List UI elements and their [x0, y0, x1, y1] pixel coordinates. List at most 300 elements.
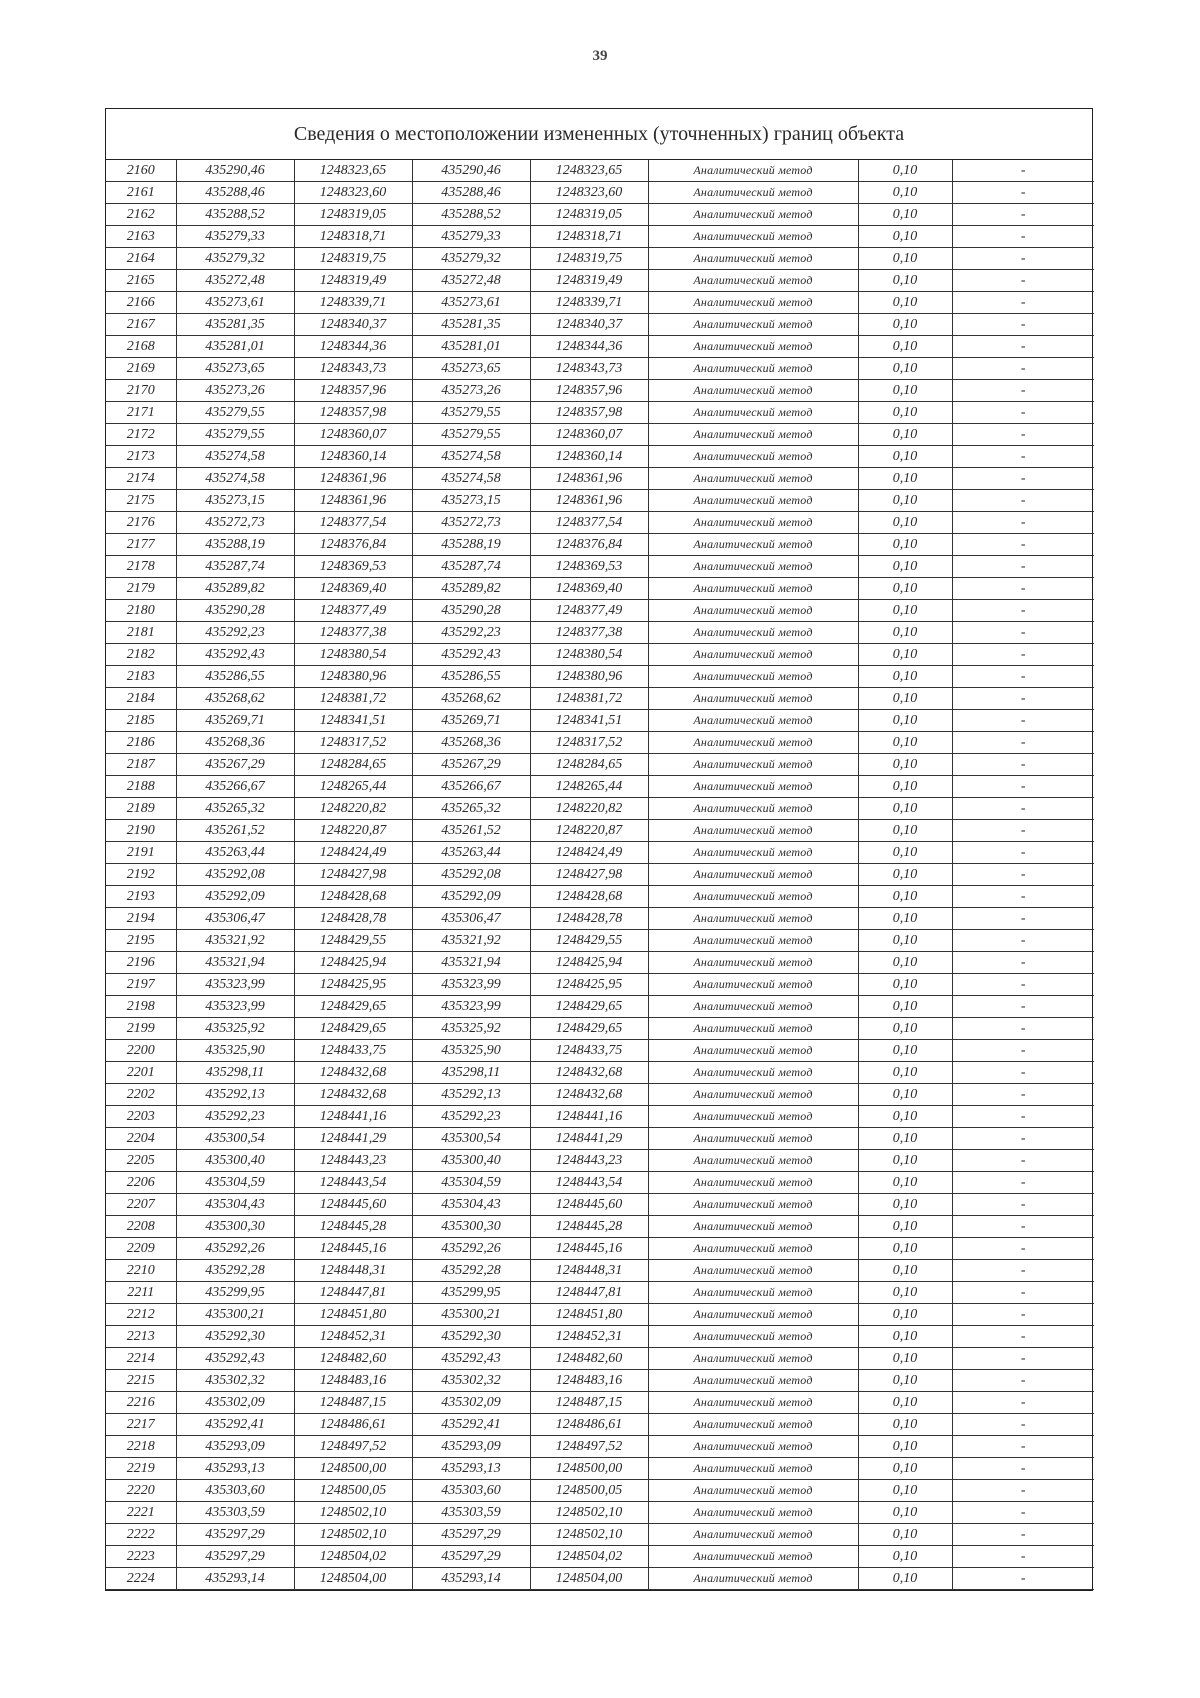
accuracy-cell: 0,10: [858, 908, 952, 930]
refined-y-cell: 1248504,02: [530, 1546, 648, 1568]
description-cell: -: [952, 908, 1094, 930]
point-number-cell: 2171: [106, 402, 176, 424]
existing-y-cell: 1248376,84: [294, 534, 412, 556]
table-row: [106, 160, 1094, 182]
point-number-cell: 2224: [106, 1568, 176, 1590]
method-cell: Аналитический метод: [648, 292, 858, 314]
table-row: [106, 1392, 1094, 1414]
point-number-cell: 2184: [106, 688, 176, 710]
point-number-cell: 2206: [106, 1172, 176, 1194]
description-cell: -: [952, 578, 1094, 600]
table-row: [106, 754, 1094, 776]
refined-x-cell: 435272,48: [412, 270, 530, 292]
description-cell: -: [952, 402, 1094, 424]
existing-y-cell: 1248377,49: [294, 600, 412, 622]
table-row: [106, 1084, 1094, 1106]
existing-y-cell: 1248429,65: [294, 996, 412, 1018]
point-number-cell: 2209: [106, 1238, 176, 1260]
description-cell: -: [952, 490, 1094, 512]
refined-x-cell: 435298,11: [412, 1062, 530, 1084]
table-row: [106, 776, 1094, 798]
refined-x-cell: 435297,29: [412, 1546, 530, 1568]
refined-x-cell: 435279,55: [412, 402, 530, 424]
table-row: [106, 622, 1094, 644]
table-row: [106, 1546, 1094, 1568]
existing-x-cell: 435323,99: [176, 996, 294, 1018]
refined-y-cell: 1248361,96: [530, 490, 648, 512]
existing-y-cell: 1248428,78: [294, 908, 412, 930]
refined-x-cell: 435263,44: [412, 842, 530, 864]
point-number-cell: 2204: [106, 1128, 176, 1150]
refined-y-cell: 1248425,95: [530, 974, 648, 996]
existing-x-cell: 435269,71: [176, 710, 294, 732]
refined-x-cell: 435261,52: [412, 820, 530, 842]
description-cell: -: [952, 820, 1094, 842]
existing-x-cell: 435279,33: [176, 226, 294, 248]
description-cell: -: [952, 160, 1094, 182]
existing-y-cell: 1248425,95: [294, 974, 412, 996]
method-cell: Аналитический метод: [648, 732, 858, 754]
refined-x-cell: 435300,54: [412, 1128, 530, 1150]
existing-x-cell: 435299,95: [176, 1282, 294, 1304]
point-number-cell: 2191: [106, 842, 176, 864]
description-cell: -: [952, 732, 1094, 754]
existing-x-cell: 435302,32: [176, 1370, 294, 1392]
table-row: [106, 1018, 1094, 1040]
refined-x-cell: 435267,29: [412, 754, 530, 776]
point-number-cell: 2196: [106, 952, 176, 974]
description-cell: -: [952, 886, 1094, 908]
existing-y-cell: 1248502,10: [294, 1524, 412, 1546]
method-cell: Аналитический метод: [648, 820, 858, 842]
existing-y-cell: 1248447,81: [294, 1282, 412, 1304]
existing-y-cell: 1248425,94: [294, 952, 412, 974]
accuracy-cell: 0,10: [858, 710, 952, 732]
description-cell: -: [952, 864, 1094, 886]
point-number-cell: 2183: [106, 666, 176, 688]
method-cell: Аналитический метод: [648, 996, 858, 1018]
description-cell: -: [952, 1326, 1094, 1348]
description-cell: -: [952, 204, 1094, 226]
refined-y-cell: 1248360,07: [530, 424, 648, 446]
existing-y-cell: 1248340,37: [294, 314, 412, 336]
method-cell: Аналитический метод: [648, 644, 858, 666]
existing-x-cell: 435292,23: [176, 1106, 294, 1128]
refined-x-cell: 435292,23: [412, 1106, 530, 1128]
existing-x-cell: 435261,52: [176, 820, 294, 842]
existing-x-cell: 435292,23: [176, 622, 294, 644]
accuracy-cell: 0,10: [858, 688, 952, 710]
existing-x-cell: 435306,47: [176, 908, 294, 930]
point-number-cell: 2189: [106, 798, 176, 820]
refined-y-cell: 1248323,65: [530, 160, 648, 182]
accuracy-cell: 0,10: [858, 622, 952, 644]
method-cell: Аналитический метод: [648, 1216, 858, 1238]
method-cell: Аналитический метод: [648, 842, 858, 864]
table-row: [106, 1348, 1094, 1370]
existing-y-cell: 1248443,23: [294, 1150, 412, 1172]
method-cell: Аналитический метод: [648, 1128, 858, 1150]
existing-y-cell: 1248451,80: [294, 1304, 412, 1326]
refined-x-cell: 435268,36: [412, 732, 530, 754]
existing-x-cell: 435279,32: [176, 248, 294, 270]
method-cell: Аналитический метод: [648, 1084, 858, 1106]
method-cell: Аналитический метод: [648, 1304, 858, 1326]
refined-y-cell: 1248447,81: [530, 1282, 648, 1304]
point-number-cell: 2195: [106, 930, 176, 952]
method-cell: Аналитический метод: [648, 886, 858, 908]
table-row: [106, 820, 1094, 842]
refined-y-cell: 1248497,52: [530, 1436, 648, 1458]
description-cell: -: [952, 1370, 1094, 1392]
accuracy-cell: 0,10: [858, 930, 952, 952]
accuracy-cell: 0,10: [858, 490, 952, 512]
refined-y-cell: 1248445,16: [530, 1238, 648, 1260]
existing-y-cell: 1248441,29: [294, 1128, 412, 1150]
accuracy-cell: 0,10: [858, 358, 952, 380]
description-cell: -: [952, 1502, 1094, 1524]
refined-x-cell: 435265,32: [412, 798, 530, 820]
method-cell: Аналитический метод: [648, 248, 858, 270]
point-number-cell: 2198: [106, 996, 176, 1018]
accuracy-cell: 0,10: [858, 380, 952, 402]
description-cell: -: [952, 292, 1094, 314]
existing-y-cell: 1248445,28: [294, 1216, 412, 1238]
accuracy-cell: 0,10: [858, 1480, 952, 1502]
method-cell: Аналитический метод: [648, 1568, 858, 1590]
existing-x-cell: 435287,74: [176, 556, 294, 578]
refined-x-cell: 435292,09: [412, 886, 530, 908]
point-number-cell: 2175: [106, 490, 176, 512]
existing-y-cell: 1248504,02: [294, 1546, 412, 1568]
refined-y-cell: 1248424,49: [530, 842, 648, 864]
table-row: [106, 204, 1094, 226]
refined-y-cell: 1248220,82: [530, 798, 648, 820]
existing-x-cell: 435300,40: [176, 1150, 294, 1172]
refined-y-cell: 1248377,38: [530, 622, 648, 644]
table-row: [106, 336, 1094, 358]
refined-x-cell: 435303,59: [412, 1502, 530, 1524]
refined-x-cell: 435325,90: [412, 1040, 530, 1062]
existing-y-cell: 1248482,60: [294, 1348, 412, 1370]
existing-x-cell: 435293,14: [176, 1568, 294, 1590]
accuracy-cell: 0,10: [858, 1084, 952, 1106]
point-number-cell: 2193: [106, 886, 176, 908]
existing-y-cell: 1248433,75: [294, 1040, 412, 1062]
method-cell: Аналитический метод: [648, 1106, 858, 1128]
accuracy-cell: 0,10: [858, 1018, 952, 1040]
table-row: [106, 1150, 1094, 1172]
point-number-cell: 2192: [106, 864, 176, 886]
existing-y-cell: 1248486,61: [294, 1414, 412, 1436]
description-cell: -: [952, 644, 1094, 666]
existing-y-cell: 1248441,16: [294, 1106, 412, 1128]
existing-y-cell: 1248220,87: [294, 820, 412, 842]
point-number-cell: 2202: [106, 1084, 176, 1106]
point-number-cell: 2218: [106, 1436, 176, 1458]
refined-y-cell: 1248445,60: [530, 1194, 648, 1216]
existing-y-cell: 1248427,98: [294, 864, 412, 886]
description-cell: -: [952, 1216, 1094, 1238]
table-row: [106, 1062, 1094, 1084]
refined-y-cell: 1248380,54: [530, 644, 648, 666]
existing-x-cell: 435288,52: [176, 204, 294, 226]
refined-y-cell: 1248339,71: [530, 292, 648, 314]
accuracy-cell: 0,10: [858, 1194, 952, 1216]
method-cell: Аналитический метод: [648, 776, 858, 798]
refined-x-cell: 435266,67: [412, 776, 530, 798]
refined-y-cell: 1248323,60: [530, 182, 648, 204]
accuracy-cell: 0,10: [858, 974, 952, 996]
existing-x-cell: 435273,61: [176, 292, 294, 314]
description-cell: -: [952, 1040, 1094, 1062]
method-cell: Аналитический метод: [648, 468, 858, 490]
accuracy-cell: 0,10: [858, 1304, 952, 1326]
method-cell: Аналитический метод: [648, 666, 858, 688]
existing-x-cell: 435273,65: [176, 358, 294, 380]
existing-x-cell: 435265,32: [176, 798, 294, 820]
existing-y-cell: 1248369,53: [294, 556, 412, 578]
existing-y-cell: 1248344,36: [294, 336, 412, 358]
existing-x-cell: 435289,82: [176, 578, 294, 600]
refined-x-cell: 435300,30: [412, 1216, 530, 1238]
method-cell: Аналитический метод: [648, 314, 858, 336]
refined-x-cell: 435300,21: [412, 1304, 530, 1326]
refined-y-cell: 1248502,10: [530, 1524, 648, 1546]
method-cell: Аналитический метод: [648, 512, 858, 534]
description-cell: -: [952, 1414, 1094, 1436]
accuracy-cell: 0,10: [858, 1414, 952, 1436]
refined-x-cell: 435274,58: [412, 468, 530, 490]
existing-x-cell: 435286,55: [176, 666, 294, 688]
accuracy-cell: 0,10: [858, 1282, 952, 1304]
refined-y-cell: 1248483,16: [530, 1370, 648, 1392]
coordinates-table: [106, 160, 1094, 1590]
refined-x-cell: 435273,15: [412, 490, 530, 512]
existing-x-cell: 435292,30: [176, 1326, 294, 1348]
point-number-cell: 2199: [106, 1018, 176, 1040]
description-cell: -: [952, 974, 1094, 996]
description-cell: -: [952, 358, 1094, 380]
accuracy-cell: 0,10: [858, 1568, 952, 1590]
point-number-cell: 2170: [106, 380, 176, 402]
table-row: [106, 908, 1094, 930]
method-cell: Аналитический метод: [648, 908, 858, 930]
existing-y-cell: 1248424,49: [294, 842, 412, 864]
refined-y-cell: 1248486,61: [530, 1414, 648, 1436]
table-row: [106, 1128, 1094, 1150]
refined-x-cell: 435273,61: [412, 292, 530, 314]
refined-y-cell: 1248319,05: [530, 204, 648, 226]
existing-y-cell: 1248381,72: [294, 688, 412, 710]
refined-x-cell: 435286,55: [412, 666, 530, 688]
point-number-cell: 2222: [106, 1524, 176, 1546]
refined-x-cell: 435325,92: [412, 1018, 530, 1040]
accuracy-cell: 0,10: [858, 1348, 952, 1370]
refined-y-cell: 1248448,31: [530, 1260, 648, 1282]
accuracy-cell: 0,10: [858, 600, 952, 622]
refined-y-cell: 1248343,73: [530, 358, 648, 380]
point-number-cell: 2188: [106, 776, 176, 798]
point-number-cell: 2220: [106, 1480, 176, 1502]
refined-x-cell: 435304,43: [412, 1194, 530, 1216]
existing-x-cell: 435288,46: [176, 182, 294, 204]
refined-x-cell: 435292,26: [412, 1238, 530, 1260]
refined-y-cell: 1248341,51: [530, 710, 648, 732]
refined-x-cell: 435274,58: [412, 446, 530, 468]
method-cell: Аналитический метод: [648, 1150, 858, 1172]
method-cell: Аналитический метод: [648, 160, 858, 182]
method-cell: Аналитический метод: [648, 1326, 858, 1348]
refined-x-cell: 435297,29: [412, 1524, 530, 1546]
accuracy-cell: 0,10: [858, 1524, 952, 1546]
table-row: [106, 1480, 1094, 1502]
table-row: [106, 842, 1094, 864]
existing-y-cell: 1248357,96: [294, 380, 412, 402]
existing-x-cell: 435297,29: [176, 1546, 294, 1568]
method-cell: Аналитический метод: [648, 1436, 858, 1458]
point-number-cell: 2217: [106, 1414, 176, 1436]
method-cell: Аналитический метод: [648, 1392, 858, 1414]
description-cell: -: [952, 754, 1094, 776]
method-cell: Аналитический метод: [648, 600, 858, 622]
point-number-cell: 2205: [106, 1150, 176, 1172]
refined-y-cell: 1248319,75: [530, 248, 648, 270]
method-cell: Аналитический метод: [648, 930, 858, 952]
existing-x-cell: 435300,30: [176, 1216, 294, 1238]
page-number: 39: [592, 48, 608, 64]
description-cell: -: [952, 270, 1094, 292]
refined-y-cell: 1248376,84: [530, 534, 648, 556]
refined-y-cell: 1248357,96: [530, 380, 648, 402]
method-cell: Аналитический метод: [648, 1370, 858, 1392]
existing-x-cell: 435272,48: [176, 270, 294, 292]
description-cell: -: [952, 182, 1094, 204]
refined-x-cell: 435303,60: [412, 1480, 530, 1502]
existing-y-cell: 1248361,96: [294, 490, 412, 512]
table-row: [106, 182, 1094, 204]
refined-x-cell: 435293,09: [412, 1436, 530, 1458]
accuracy-cell: 0,10: [858, 446, 952, 468]
existing-x-cell: 435302,09: [176, 1392, 294, 1414]
existing-y-cell: 1248443,54: [294, 1172, 412, 1194]
point-number-cell: 2179: [106, 578, 176, 600]
existing-x-cell: 435281,35: [176, 314, 294, 336]
table-row: [106, 798, 1094, 820]
existing-x-cell: 435321,94: [176, 952, 294, 974]
existing-y-cell: 1248429,55: [294, 930, 412, 952]
existing-y-cell: 1248500,00: [294, 1458, 412, 1480]
method-cell: Аналитический метод: [648, 688, 858, 710]
method-cell: Аналитический метод: [648, 710, 858, 732]
accuracy-cell: 0,10: [858, 182, 952, 204]
refined-y-cell: 1248220,87: [530, 820, 648, 842]
refined-y-cell: 1248369,40: [530, 578, 648, 600]
refined-y-cell: 1248482,60: [530, 1348, 648, 1370]
refined-x-cell: 435292,28: [412, 1260, 530, 1282]
table-row: [106, 930, 1094, 952]
point-number-cell: 2203: [106, 1106, 176, 1128]
point-number-cell: 2163: [106, 226, 176, 248]
table-row: [106, 512, 1094, 534]
refined-y-cell: 1248357,98: [530, 402, 648, 424]
existing-y-cell: 1248452,31: [294, 1326, 412, 1348]
method-cell: Аналитический метод: [648, 358, 858, 380]
existing-x-cell: 435325,92: [176, 1018, 294, 1040]
existing-y-cell: 1248284,65: [294, 754, 412, 776]
description-cell: -: [952, 468, 1094, 490]
existing-y-cell: 1248448,31: [294, 1260, 412, 1282]
refined-x-cell: 435302,09: [412, 1392, 530, 1414]
coordinates-sheet: [105, 108, 1093, 1591]
table-row: [106, 1260, 1094, 1282]
method-cell: Аналитический метод: [648, 446, 858, 468]
existing-x-cell: 435274,58: [176, 446, 294, 468]
description-cell: -: [952, 1106, 1094, 1128]
table-row: [106, 534, 1094, 556]
existing-x-cell: 435266,67: [176, 776, 294, 798]
table-row: [106, 1172, 1094, 1194]
refined-x-cell: 435281,35: [412, 314, 530, 336]
existing-x-cell: 435273,26: [176, 380, 294, 402]
accuracy-cell: 0,10: [858, 512, 952, 534]
accuracy-cell: 0,10: [858, 996, 952, 1018]
point-number-cell: 2190: [106, 820, 176, 842]
refined-y-cell: 1248429,55: [530, 930, 648, 952]
refined-y-cell: 1248381,72: [530, 688, 648, 710]
existing-y-cell: 1248377,54: [294, 512, 412, 534]
description-cell: -: [952, 1480, 1094, 1502]
description-cell: -: [952, 336, 1094, 358]
existing-x-cell: 435325,90: [176, 1040, 294, 1062]
method-cell: Аналитический метод: [648, 1238, 858, 1260]
existing-x-cell: 435303,59: [176, 1502, 294, 1524]
accuracy-cell: 0,10: [858, 798, 952, 820]
table-row: [106, 1568, 1094, 1590]
point-number-cell: 2207: [106, 1194, 176, 1216]
refined-y-cell: 1248441,16: [530, 1106, 648, 1128]
table-row: [106, 600, 1094, 622]
refined-x-cell: 435292,13: [412, 1084, 530, 1106]
refined-x-cell: 435290,46: [412, 160, 530, 182]
existing-x-cell: 435263,44: [176, 842, 294, 864]
point-number-cell: 2216: [106, 1392, 176, 1414]
existing-y-cell: 1248361,96: [294, 468, 412, 490]
refined-x-cell: 435279,33: [412, 226, 530, 248]
existing-x-cell: 435321,92: [176, 930, 294, 952]
refined-x-cell: 435287,74: [412, 556, 530, 578]
description-cell: -: [952, 1238, 1094, 1260]
refined-y-cell: 1248429,65: [530, 996, 648, 1018]
accuracy-cell: 0,10: [858, 1106, 952, 1128]
existing-y-cell: 1248360,07: [294, 424, 412, 446]
table-row: [106, 1436, 1094, 1458]
method-cell: Аналитический метод: [648, 1282, 858, 1304]
point-number-cell: 2197: [106, 974, 176, 996]
method-cell: Аналитический метод: [648, 1348, 858, 1370]
existing-x-cell: 435279,55: [176, 402, 294, 424]
refined-y-cell: 1248500,00: [530, 1458, 648, 1480]
existing-x-cell: 435279,55: [176, 424, 294, 446]
accuracy-cell: 0,10: [858, 1062, 952, 1084]
existing-y-cell: 1248323,60: [294, 182, 412, 204]
refined-y-cell: 1248428,68: [530, 886, 648, 908]
existing-x-cell: 435304,59: [176, 1172, 294, 1194]
description-cell: -: [952, 666, 1094, 688]
method-cell: Аналитический метод: [648, 1458, 858, 1480]
refined-x-cell: 435304,59: [412, 1172, 530, 1194]
point-number-cell: 2173: [106, 446, 176, 468]
